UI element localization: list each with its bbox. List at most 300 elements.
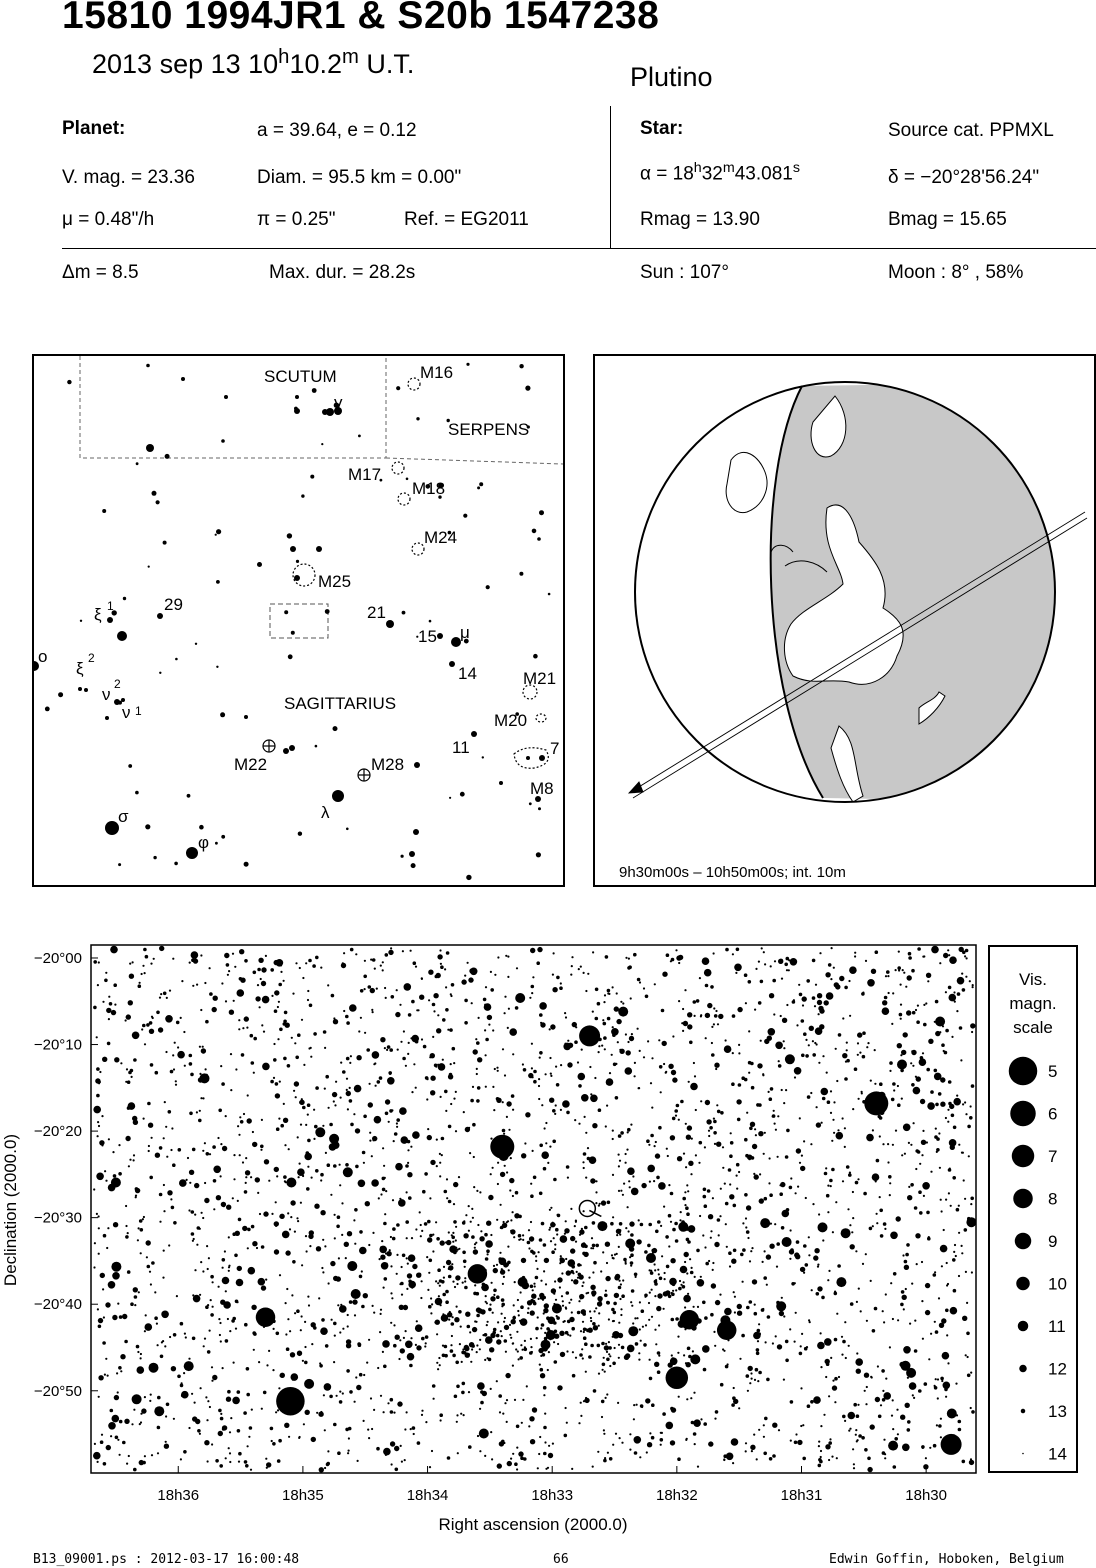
field-star	[820, 1456, 822, 1458]
field-star	[447, 1456, 451, 1460]
field-star	[137, 1351, 139, 1353]
field-star	[862, 1055, 866, 1059]
field-star	[354, 1243, 356, 1245]
field-star	[439, 1413, 443, 1417]
field-star	[415, 966, 417, 968]
field-star	[763, 1452, 767, 1456]
field-star	[391, 1463, 393, 1465]
field-star	[908, 1142, 910, 1144]
field-star	[598, 1325, 600, 1327]
field-star	[479, 1450, 481, 1452]
field-star	[265, 1458, 267, 1460]
field-star	[790, 1248, 794, 1252]
field-star	[432, 1234, 434, 1236]
field-star	[592, 1247, 594, 1249]
field-star	[684, 1191, 686, 1193]
field-star	[284, 1423, 289, 1428]
field-star	[93, 1006, 97, 1010]
field-star	[738, 1044, 740, 1046]
field-star	[676, 1104, 680, 1108]
field-star	[958, 1275, 960, 1277]
field-star	[916, 1263, 918, 1265]
cluster-m18	[398, 493, 410, 505]
field-star	[786, 969, 788, 971]
field-star	[575, 1357, 577, 1359]
field-star	[678, 1119, 680, 1121]
field-star	[98, 1396, 100, 1398]
field-star	[366, 1362, 368, 1364]
field-star	[745, 1217, 747, 1219]
field-star	[818, 1062, 820, 1064]
field-star	[566, 1111, 570, 1115]
field-star	[897, 966, 901, 970]
field-star	[302, 1360, 304, 1362]
field-star	[633, 1332, 637, 1336]
field-star	[971, 1410, 975, 1414]
field-star	[616, 1019, 621, 1024]
field-star	[339, 1331, 341, 1333]
field-star	[105, 1358, 107, 1360]
field-star	[442, 1313, 444, 1315]
field-star	[210, 1313, 214, 1317]
field-star	[108, 1018, 110, 1020]
field-star	[663, 1206, 665, 1208]
field-star	[714, 1418, 716, 1420]
field-star	[474, 1284, 476, 1286]
field-star	[341, 1234, 343, 1236]
field-star	[493, 1289, 497, 1293]
field-star	[327, 1450, 329, 1452]
field-star	[733, 1387, 735, 1389]
legend-title-3: scale	[1013, 1018, 1053, 1037]
field-star	[672, 1035, 674, 1037]
field-star	[189, 962, 191, 964]
field-star	[540, 1022, 542, 1024]
field-star	[327, 1163, 331, 1167]
field-star	[349, 1099, 353, 1103]
field-star	[629, 1433, 631, 1435]
field-star	[361, 1305, 365, 1309]
field-star	[969, 1116, 973, 1120]
field-star	[94, 1443, 96, 1445]
field-star	[264, 1159, 269, 1164]
field-star	[750, 1122, 755, 1127]
legend-label-7: 7	[1048, 1147, 1058, 1166]
field-star	[284, 1144, 286, 1146]
field-star	[486, 1249, 490, 1253]
field-star	[189, 1062, 193, 1066]
field-star	[125, 1136, 130, 1141]
field-star	[503, 1321, 505, 1323]
field-star	[491, 1282, 493, 1284]
field-star	[909, 1323, 911, 1325]
field-star	[205, 1068, 207, 1070]
field-star	[222, 1146, 227, 1151]
field-star	[194, 1402, 196, 1404]
field-star	[541, 1222, 545, 1226]
field-star	[204, 1440, 209, 1445]
field-star	[219, 1464, 223, 1468]
field-star	[547, 1467, 549, 1469]
field-star	[199, 1110, 201, 1112]
field-star	[163, 1137, 165, 1139]
field-star	[561, 1295, 563, 1297]
field-star	[553, 1237, 555, 1239]
field-star	[191, 951, 199, 959]
field-star	[882, 1000, 887, 1005]
field-star	[754, 1009, 756, 1011]
field-star	[548, 1229, 550, 1231]
field-star	[349, 1062, 351, 1064]
field-star	[516, 1447, 518, 1449]
field-star	[915, 1233, 920, 1238]
field-star	[570, 1299, 572, 1301]
field-star	[746, 1205, 751, 1210]
field-star	[202, 1270, 204, 1272]
field-star	[799, 993, 803, 997]
field-star	[862, 992, 864, 994]
field-star	[948, 954, 950, 956]
field-star	[677, 1352, 679, 1354]
field-star	[767, 1036, 772, 1041]
field-star	[650, 1271, 654, 1275]
field-star	[965, 949, 969, 953]
field-star	[684, 1204, 686, 1206]
field-star	[471, 1235, 475, 1239]
field-star	[359, 1275, 363, 1279]
field-star	[581, 1285, 583, 1287]
field-star	[795, 1192, 797, 1194]
field-star	[407, 1172, 412, 1177]
field-star	[660, 1444, 662, 1446]
field-star	[883, 1222, 887, 1226]
field-star	[347, 1325, 349, 1327]
field-star	[228, 1270, 230, 1272]
label-m20: M20	[494, 711, 528, 730]
field-star	[722, 1167, 724, 1169]
field-star	[824, 1000, 829, 1005]
field-star	[408, 1013, 412, 1017]
field-star	[211, 1443, 213, 1445]
field-star	[598, 1045, 600, 1047]
field-star	[612, 1362, 616, 1366]
field-star	[357, 1460, 359, 1462]
field-star	[566, 1270, 571, 1275]
field-star	[763, 1424, 765, 1426]
field-star	[141, 973, 143, 975]
field-star	[831, 1168, 835, 1172]
field-star	[465, 1312, 470, 1317]
field-star	[301, 1019, 303, 1021]
field-star	[874, 1307, 878, 1311]
field-star	[581, 1348, 583, 1350]
field-star	[926, 1068, 930, 1072]
map-star	[163, 541, 167, 545]
field-star	[516, 1425, 520, 1429]
page-title: 15810 1994JR1 & S20b 1547238	[62, 0, 660, 37]
field-star	[908, 952, 912, 956]
field-star	[621, 1294, 625, 1298]
field-star	[435, 975, 439, 979]
field-star	[822, 1239, 824, 1241]
field-star	[766, 1254, 771, 1259]
field-star	[320, 967, 322, 969]
field-star	[204, 982, 206, 984]
field-star	[221, 982, 223, 984]
field-star	[965, 1354, 967, 1356]
map-star	[411, 863, 416, 868]
finder-map-svg	[34, 356, 563, 885]
field-star	[616, 1229, 621, 1234]
field-star	[737, 1118, 741, 1122]
field-star	[163, 1184, 165, 1186]
field-star	[151, 1454, 153, 1456]
field-star	[914, 1206, 918, 1210]
field-star	[448, 1074, 453, 1079]
field-star	[375, 1085, 377, 1087]
globe-surface	[635, 382, 1055, 802]
field-star	[921, 1261, 923, 1263]
field-star	[859, 1052, 861, 1054]
field-star	[275, 1093, 280, 1098]
field-star	[194, 1298, 196, 1300]
field-star	[521, 1153, 526, 1158]
field-star	[97, 1461, 99, 1463]
field-star	[940, 1077, 945, 1082]
field-star	[911, 1283, 913, 1285]
field-star	[338, 1257, 340, 1259]
field-star	[671, 958, 675, 962]
field-star	[751, 1156, 755, 1160]
field-star	[543, 1270, 545, 1272]
field-star	[684, 989, 686, 991]
field-star	[568, 1302, 570, 1304]
field-star	[425, 1335, 429, 1339]
field-star	[253, 1349, 255, 1351]
field-star	[543, 1452, 547, 1456]
field-star	[893, 1272, 897, 1276]
field-star	[522, 1063, 524, 1065]
field-star	[149, 1176, 153, 1180]
field-star	[309, 1004, 313, 1008]
field-star	[842, 1117, 844, 1119]
bright-star	[490, 1135, 514, 1159]
field-star	[790, 1177, 792, 1179]
field-star	[583, 1210, 585, 1212]
field-star	[428, 999, 430, 1001]
field-star	[631, 1033, 633, 1035]
field-star	[311, 1343, 313, 1345]
field-star	[850, 1244, 855, 1249]
field-star	[165, 1441, 167, 1443]
field-star	[581, 1228, 583, 1230]
field-star	[112, 1315, 117, 1320]
field-star	[889, 1346, 891, 1348]
field-star	[530, 1439, 535, 1444]
field-star	[245, 1176, 247, 1178]
field-star	[852, 1191, 854, 1193]
field-star	[693, 1062, 695, 1064]
field-star	[882, 1390, 884, 1392]
field-star	[452, 1241, 454, 1243]
field-star	[615, 1096, 619, 1100]
field-star	[500, 1269, 505, 1274]
field-star	[716, 1142, 721, 1147]
field-star	[399, 1305, 404, 1310]
field-star	[380, 965, 382, 967]
field-star	[514, 1281, 516, 1283]
field-star	[603, 1459, 607, 1463]
field-star	[112, 1151, 114, 1153]
field-star	[969, 1460, 974, 1465]
field-star	[966, 1217, 976, 1227]
field-star	[903, 1032, 908, 1037]
field-star	[685, 1166, 687, 1168]
field-star	[514, 1213, 519, 1218]
field-star	[970, 1105, 972, 1107]
field-star	[554, 1360, 558, 1364]
field-star	[879, 1082, 883, 1086]
field-star	[605, 1397, 607, 1399]
field-star	[748, 1366, 753, 1371]
field-star	[647, 1442, 652, 1447]
field-star	[368, 1102, 373, 1107]
star-chart	[0, 940, 980, 1540]
field-star	[125, 1225, 127, 1227]
field-star	[863, 1192, 867, 1196]
field-star	[363, 1293, 368, 1298]
field-star	[769, 1193, 773, 1197]
field-star	[479, 1236, 484, 1241]
map-star	[466, 363, 469, 366]
field-star	[758, 1429, 760, 1431]
map-star	[460, 792, 465, 797]
field-star	[757, 1380, 759, 1382]
field-star	[627, 1041, 629, 1043]
field-star	[717, 1110, 721, 1114]
field-star	[926, 973, 931, 978]
field-star	[333, 1423, 337, 1427]
field-star	[781, 1297, 783, 1299]
field-star	[257, 968, 261, 972]
legend-dot-12	[1019, 1365, 1027, 1373]
field-star	[922, 956, 924, 958]
field-star	[770, 965, 772, 967]
field-star	[412, 1426, 416, 1430]
field-star	[432, 1384, 436, 1388]
field-star	[687, 1024, 692, 1029]
field-star	[706, 1119, 711, 1124]
field-star	[322, 1125, 324, 1127]
field-star	[332, 1092, 337, 1097]
field-star	[205, 1020, 209, 1024]
field-star	[313, 965, 315, 967]
field-star	[437, 1368, 439, 1370]
field-star	[777, 1344, 782, 1349]
field-star	[559, 1331, 564, 1336]
field-star	[456, 1306, 458, 1308]
map-star	[187, 794, 191, 798]
field-star	[817, 993, 822, 998]
field-star	[366, 1048, 370, 1052]
field-star	[933, 1273, 937, 1277]
field-star	[367, 1429, 369, 1431]
field-star	[415, 1228, 417, 1230]
field-star	[768, 1182, 770, 1184]
field-star	[477, 1382, 485, 1390]
field-star	[824, 1172, 828, 1176]
field-star	[199, 1120, 201, 1122]
field-star	[919, 1058, 927, 1066]
field-star	[467, 1348, 469, 1350]
field-star	[93, 960, 97, 964]
field-star	[900, 984, 902, 986]
field-star	[136, 1345, 140, 1349]
field-star	[945, 1199, 947, 1201]
field-star	[684, 1306, 686, 1308]
field-star	[502, 1413, 504, 1415]
field-star	[396, 1273, 398, 1275]
field-star	[196, 984, 198, 986]
field-star	[605, 1276, 610, 1281]
field-star	[255, 996, 260, 1001]
field-star	[620, 1314, 622, 1316]
field-star	[899, 1362, 904, 1367]
field-star	[226, 1205, 231, 1210]
field-star	[937, 1378, 939, 1380]
field-star	[747, 1237, 749, 1239]
field-star	[564, 1043, 566, 1045]
field-star	[428, 970, 433, 975]
field-star	[606, 1262, 608, 1264]
field-star	[935, 1330, 939, 1334]
field-star	[962, 1316, 967, 1321]
field-star	[805, 1054, 809, 1058]
field-star	[476, 1041, 480, 1045]
field-star	[346, 1089, 348, 1091]
moon-info: Moon : 8° , 58%	[888, 262, 1024, 283]
field-star	[630, 1301, 632, 1303]
field-star	[966, 1302, 968, 1304]
field-star	[456, 1250, 458, 1252]
field-star	[316, 1412, 318, 1414]
field-star	[274, 1221, 279, 1226]
field-star	[436, 1333, 438, 1335]
field-star	[704, 1204, 708, 1208]
field-star	[672, 1228, 676, 1232]
field-star	[251, 1225, 255, 1229]
field-star	[639, 1456, 641, 1458]
field-star	[358, 1030, 360, 1032]
field-star	[539, 1013, 543, 1017]
field-star	[675, 1115, 677, 1117]
field-star	[574, 1040, 578, 1044]
field-star	[183, 1450, 187, 1454]
field-star	[663, 1063, 665, 1065]
field-star	[540, 1355, 542, 1357]
field-star	[544, 1441, 546, 1443]
field-star	[218, 1318, 220, 1320]
field-star	[303, 1423, 305, 1425]
field-star	[753, 1332, 761, 1340]
field-star	[598, 1051, 600, 1053]
field-star	[371, 1155, 373, 1157]
field-star	[528, 1425, 530, 1427]
field-star	[865, 960, 867, 962]
field-star	[656, 1176, 660, 1180]
field-star	[849, 966, 857, 974]
field-star	[766, 1378, 770, 1382]
